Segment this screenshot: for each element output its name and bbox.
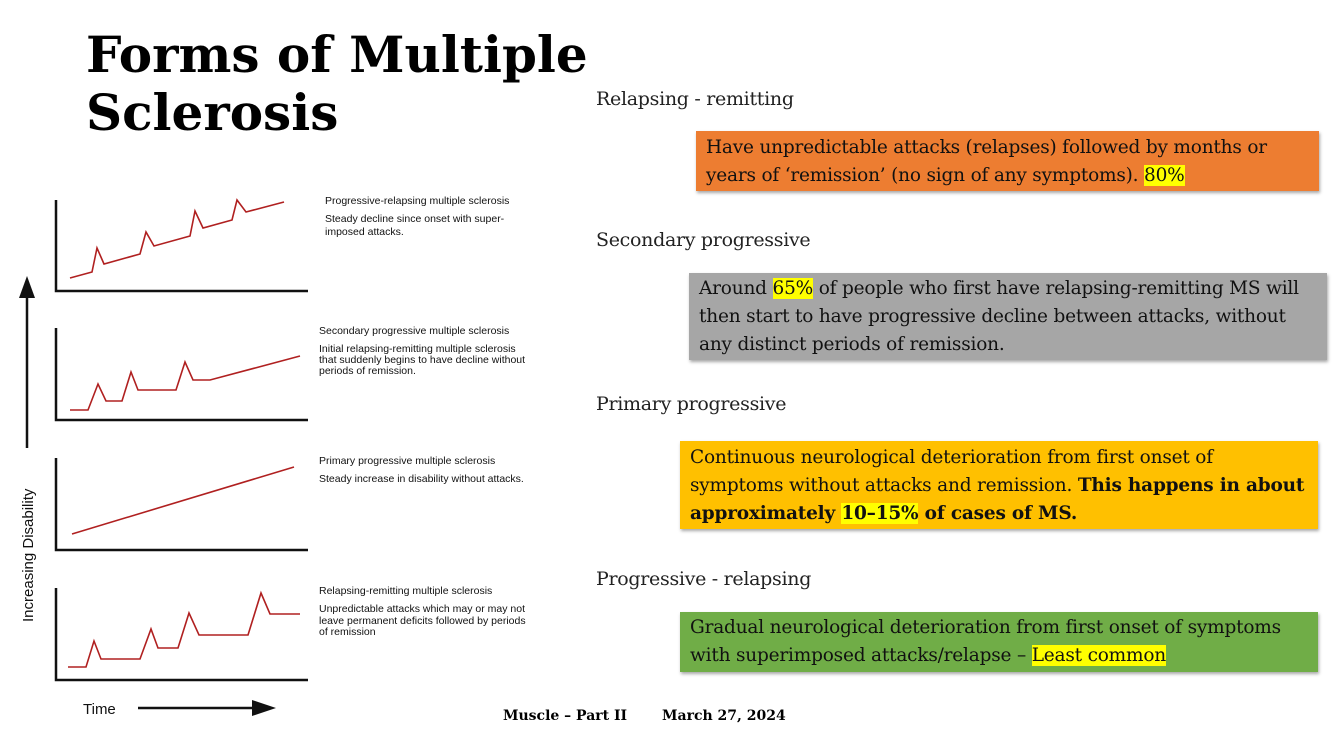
secondary-progressive-box [689, 273, 1327, 360]
panel-title: Progressive-relapsing multiple sclerosis [325, 195, 510, 207]
panel-desc-line: periods of remission. [319, 365, 416, 377]
box-text: Have unpredictable attacks (relapses) followed by months or years of ‘remission’ (no sign of any symptoms). [706, 137, 1267, 186]
panel-title: Secondary progressive multiple sclerosis [319, 325, 510, 337]
panel-primary-progressive [56, 455, 524, 550]
panel-desc-line: that suddenly begins to have decline without [319, 354, 526, 366]
panel-relapsing-remitting [56, 585, 526, 680]
progressive-relapsing-box [680, 612, 1318, 672]
panel-desc-line: Initial relapsing-remitting multiple sclerosis [319, 343, 516, 355]
relapsing-remitting-box [696, 131, 1319, 191]
ms-course-diagram [0, 180, 580, 738]
panel-desc-line: of remission [319, 626, 376, 638]
box-text-bold: of cases of MS. [918, 503, 1078, 524]
x-axis-label: Time [83, 701, 116, 718]
box-text: of people who first have relapsing-remitting MS will then start to have progressive decline between attacks, without any distinct periods of remission. [699, 278, 1299, 355]
box-text: Continuous neurological deterioration from first onset of symptoms without attacks and remission. [690, 447, 1213, 496]
y-axis-arrowhead [19, 276, 35, 298]
panel-desc-line: Unpredictable attacks which may or may not [319, 603, 526, 615]
panel-title: Relapsing-remitting multiple sclerosis [319, 585, 493, 597]
box-text: Gradual neurological deterioration from first onset of symptoms with superimposed attacks/relapse – [690, 617, 1281, 666]
section-heading-secondary-progressive: Secondary progressive [596, 229, 811, 251]
section-heading-progressive-relapsing: Progressive - relapsing [596, 568, 812, 590]
page-title: Forms of Multiple Sclerosis [86, 25, 588, 142]
footer-date: March 27, 2024 [662, 708, 786, 724]
highlight-percent: 10–15% [841, 503, 919, 524]
panel-title: Primary progressive multiple sclerosis [319, 455, 496, 467]
section-heading-primary-progressive: Primary progressive [596, 393, 787, 415]
panel-desc-line: Steady decline since onset with super- [325, 213, 505, 225]
section-heading-relapsing-remitting: Relapsing - remitting [596, 88, 794, 110]
box-text-bold: This happens in about approximately [690, 475, 1305, 524]
primary-progressive-box [680, 441, 1318, 529]
panel-desc-line: leave permanent deficits followed by periods [319, 615, 526, 627]
highlight-least-common: Least common [1031, 645, 1167, 666]
footer-course: Muscle – Part II [503, 708, 628, 724]
box-text: Around [699, 278, 773, 299]
highlight-percent: 65% [772, 278, 814, 299]
x-axis-arrowhead [252, 700, 276, 716]
panel-progressive-relapsing [56, 195, 509, 291]
highlight-percent: 80% [1144, 165, 1185, 186]
y-axis-label: Increasing Disability [20, 488, 37, 622]
panel-desc-line: imposed attacks. [325, 226, 404, 238]
panel-secondary-progressive [56, 325, 525, 420]
panel-desc-line: Steady increase in disability without attacks. [319, 473, 524, 485]
